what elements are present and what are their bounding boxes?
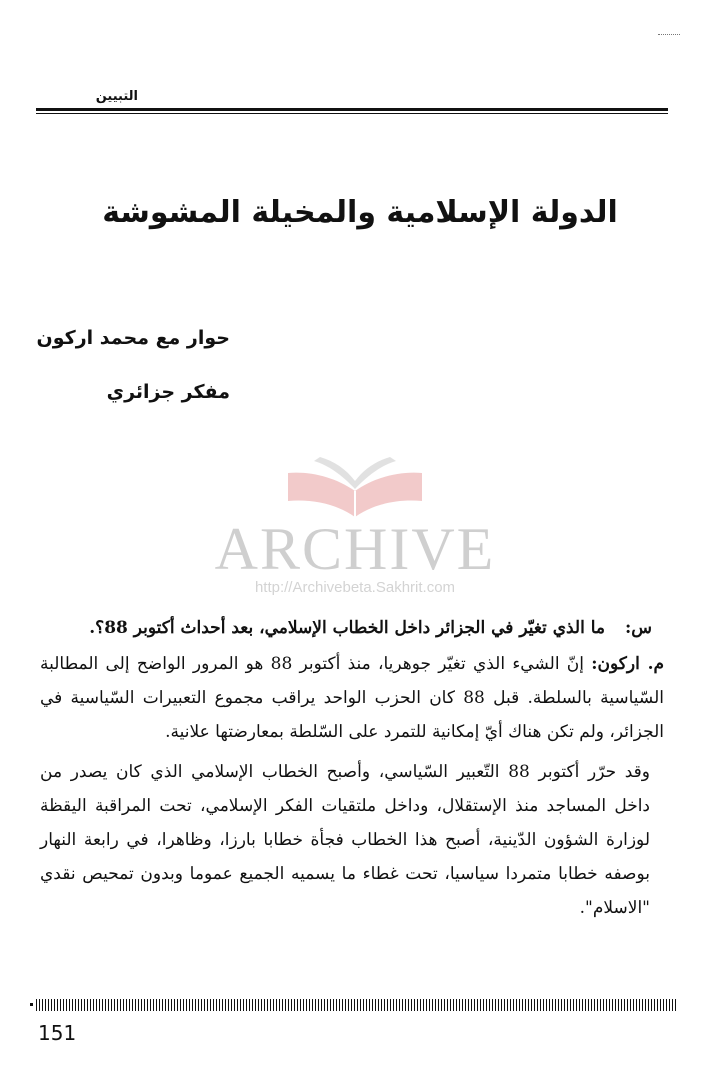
watermark-url: http://Archivebeta.Sakhrit.com <box>254 579 456 596</box>
header-rule-thin <box>36 113 668 114</box>
book-logo-icon <box>280 455 430 525</box>
page-header <box>36 88 668 114</box>
running-title: التبيين <box>95 89 138 104</box>
header-rule-thick <box>36 108 668 111</box>
page-number: 151 <box>38 1021 77 1045</box>
answer-paragraph-2: وقد حرّر أكتوبر 88 التّعبير السّياسي، وأصبح الخطاب الإسلامي الذي كان يصدر من داخل المساجد منذ الإستقلال، وداخل ملتقيات الفكر الإسلامي، تحت المراقبة اليقظة لوزارة الشؤون الدّينية، أصبح هذا الخطاب فجأة خطابا بارزا، وظاهرا، في رابعة النهار بوصفه خطابا متمردا سياسيا، تحت غطاء ما يسميه الجميع عموما وبدون تمحيص نقدي "الاسلام". <box>40 762 650 918</box>
answer-text-1: إنّ الشيء الذي تغيّر جوهريا، منذ أكتوبر 88 هو المرور الواضح إلى المطالبة السّياسية بالسلطة. قبل 88 كان الحزب الواحد يراقب مجموع التعبيرات السّياسية في الجزائر، ولم تكن هناك أيّ إمكانية للتمرد على السّلطة بمعارضتها علانية. <box>40 654 664 742</box>
answer-paragraph-1 <box>40 647 664 749</box>
footer-rule <box>36 999 676 1011</box>
article-title: الدولة الإسلامية والمخيلة المشوشة <box>102 195 618 230</box>
question-label: س: <box>624 618 652 638</box>
answer-label: م. اركون: <box>591 654 665 674</box>
byline-interview: حوار مع محمد اركون <box>36 327 230 349</box>
question-text: ما الذي تغيّر في الجزائر داخل الخطاب الإسلامي، بعد أحداث أكتوبر 88؟. <box>89 618 606 638</box>
byline-role: مفكر جزائري <box>106 381 230 403</box>
article-body <box>40 611 664 931</box>
watermark-name: ARCHIVE <box>214 516 496 582</box>
archive-watermark <box>200 455 510 615</box>
question <box>40 611 664 645</box>
footer-dot <box>30 1003 33 1006</box>
scan-mark <box>658 34 680 35</box>
